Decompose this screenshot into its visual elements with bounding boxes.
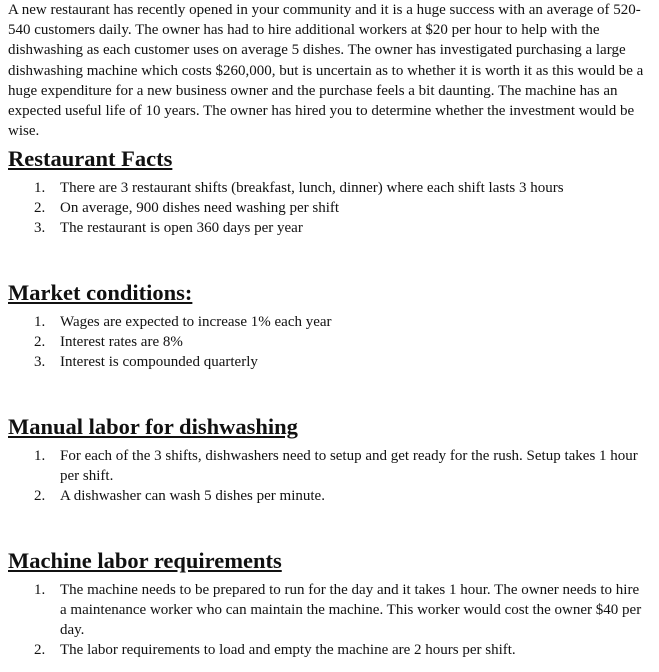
list-item (8, 218, 648, 238)
list-number: 2. (34, 642, 46, 659)
list-item (8, 198, 648, 218)
list-item (8, 486, 648, 506)
list-number: 2. (34, 200, 46, 217)
market-conditions-heading: Market conditions: (8, 280, 193, 306)
market-conditions-list (8, 312, 648, 372)
list-number: 3. (34, 354, 46, 371)
list-item-text: For each of the 3 shifts, dishwashers need to setup and get ready for the rush. Setup takes 1 hour per shift. (60, 448, 638, 485)
machine-labor-list (8, 580, 648, 660)
list-item-text: Interest rates are 8% (60, 334, 183, 351)
list-item-text: On average, 900 dishes need washing per shift (60, 200, 340, 217)
list-number: 1. (34, 180, 46, 197)
intro-paragraph: A new restaurant has recently opened in your community and it is a huge success with an average of 520-540 customers daily. The owner has had to hire additional workers at $20 per hour to help with the dishwashing as each customer uses on average 5 dishes. The owner has investigated purchasing a large dishwashing machine which costs $260,000, but is uncertain as to whether it is worth it as this would be a huge expenditure for a new business owner and the purchase feels a bit daunting. The machine has an expected useful life of 10 years. The owner has hired you to determine whether the investment would be wise. (8, 2, 644, 140)
list-number: 2. (34, 488, 46, 505)
list-item (8, 352, 648, 372)
list-item-text: The machine needs to be prepared to run for the day and it takes 1 hour. The owner needs to hire a maintenance worker who can maintain the machine. This worker would cost the owner $40 per day. (60, 582, 642, 639)
list-item-text: The labor requirements to load and empty the machine are 2 hours per shift. (60, 642, 516, 659)
list-item (8, 446, 648, 486)
list-item-text: Wages are expected to increase 1% each year (60, 314, 332, 331)
restaurant-facts-heading: Restaurant Facts (8, 146, 173, 172)
list-item-text: There are 3 restaurant shifts (breakfast, lunch, dinner) where each shift lasts 3 hours (60, 180, 564, 197)
list-item (8, 580, 648, 640)
list-number: 1. (34, 448, 46, 465)
list-number: 2. (34, 334, 46, 351)
list-item (8, 312, 648, 332)
machine-labor-heading: Machine labor requirements (8, 548, 282, 574)
manual-labor-list (8, 446, 648, 506)
list-item (8, 640, 648, 660)
restaurant-facts-list (8, 178, 648, 238)
list-item-text: Interest is compounded quarterly (60, 354, 258, 371)
list-number: 1. (34, 582, 46, 599)
manual-labor-heading: Manual labor for dishwashing (8, 414, 298, 440)
list-item-text: A dishwasher can wash 5 dishes per minute. (60, 488, 325, 505)
list-item-text: The restaurant is open 360 days per year (60, 220, 303, 237)
document-page (8, 0, 648, 660)
list-item (8, 178, 648, 198)
list-item (8, 332, 648, 352)
list-number: 3. (34, 220, 46, 237)
list-number: 1. (34, 314, 46, 331)
